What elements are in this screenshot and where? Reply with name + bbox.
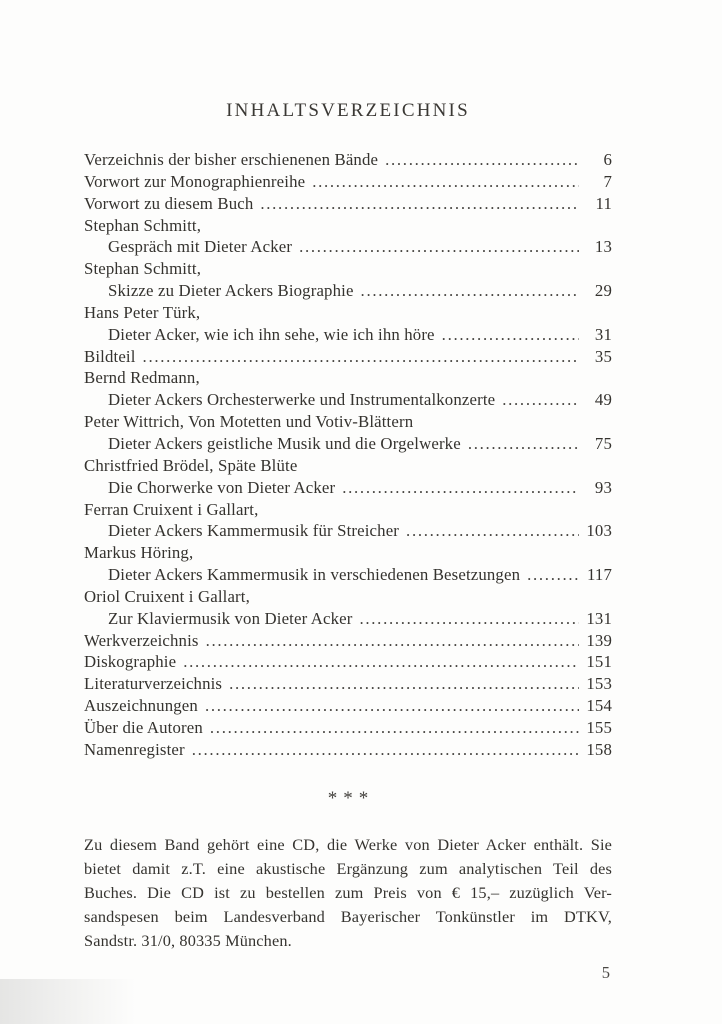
- toc-entry: [84, 608, 612, 630]
- toc-entry-label: Dieter Ackers Kammermusik in verschiedenen Besetzungen: [108, 565, 521, 585]
- toc-entry: [84, 411, 612, 433]
- toc-entry: [84, 564, 612, 586]
- page-number: 5: [601, 963, 610, 982]
- toc-entry-page: 153: [586, 674, 612, 694]
- toc-entry-label: Verzeichnis der bisher erschienenen Bände: [84, 150, 379, 169]
- toc-entry-page: 155: [586, 717, 612, 737]
- toc-entry-label: Gespräch mit Dieter Acker: [108, 237, 293, 257]
- toc-entry-label: Christfried Brödel, Späte Blüte: [84, 455, 298, 475]
- dot-leader: [361, 280, 579, 302]
- toc-entry-page: 103: [586, 521, 612, 541]
- toc-entry-label: Zur Klaviermusik von Dieter Acker: [108, 608, 353, 628]
- section-separator: ***: [327, 788, 375, 809]
- toc-entry-page: 49: [594, 390, 612, 410]
- toc-entry-label: Hans Peter Türk,: [84, 302, 201, 322]
- toc-entry-label: Peter Wittrich, Von Motetten und Votiv-Blättern: [84, 412, 414, 432]
- toc-entry-label: Literaturverzeichnis: [84, 674, 223, 694]
- toc-entry: [84, 171, 612, 193]
- toc-entry: [84, 695, 612, 717]
- dot-leader: [260, 193, 579, 215]
- toc-entry: [84, 280, 612, 302]
- toc-entry: [84, 739, 612, 761]
- toc-entry-label: Stephan Schmitt,: [84, 259, 202, 279]
- dot-leader: [527, 564, 579, 586]
- toc-entry-label: Auszeichnungen: [84, 696, 198, 716]
- dot-leader: [192, 739, 579, 761]
- toc-entry: [84, 258, 612, 280]
- note-line: Zu diesem Band gehört eine CD, die Werke von Dieter Acker enthält. Sie: [84, 835, 612, 854]
- note-line: sandspesen beim Landesverband Bayerischer Tonkünstler im DTKV,: [84, 906, 612, 926]
- toc-entry: [84, 673, 612, 695]
- toc-entry-label: Vorwort zu diesem Buch: [84, 193, 254, 213]
- dot-leader: [442, 324, 579, 346]
- toc-entry-label: Skizze zu Dieter Ackers Biographie: [108, 281, 354, 301]
- toc-entry-page: 151: [586, 652, 612, 672]
- toc-entry-label: Ferran Cruixent i Gallart,: [84, 499, 259, 519]
- toc-entry: [84, 215, 612, 237]
- dot-leader: [205, 695, 579, 717]
- dot-leader: [299, 236, 579, 258]
- toc-entry-page: 35: [594, 346, 612, 366]
- toc-entry-label: Dieter Ackers geistliche Musik und die Orgelwerke: [108, 433, 461, 453]
- note-line: Sandstr. 31/0, 80335 München.: [84, 930, 292, 950]
- toc-entry-page: 11: [595, 193, 612, 213]
- dot-leader: [210, 717, 579, 739]
- toc-entry-label: Dieter Acker, wie ich ihn sehe, wie ich ihn höre: [108, 324, 435, 344]
- toc-entry: [84, 477, 612, 499]
- note-line: Buches. Die CD ist zu bestellen zum Preis von € 15,– zuzüglich Ver-: [84, 882, 612, 902]
- toc-entry: [84, 651, 612, 673]
- toc-entry-page: 13: [594, 237, 612, 257]
- dot-leader: [342, 477, 579, 499]
- page-content: [84, 0, 612, 1024]
- note-line: bietet damit z.T. eine akustische Ergänzung zum analytischen Teil des: [84, 858, 612, 878]
- toc-entry: [84, 433, 612, 455]
- toc-entry-label: Die Chorwerke von Dieter Acker: [108, 477, 336, 497]
- toc-entry-label: Dieter Ackers Kammermusik für Streicher: [108, 521, 400, 541]
- dot-leader: [229, 673, 579, 695]
- toc-entry-label: Dieter Ackers Orchesterwerke und Instrumentalkonzerte: [108, 390, 496, 410]
- toc-entry-page: 117: [587, 565, 612, 585]
- toc-entry-label: Namenregister: [84, 739, 185, 759]
- toc-entry-label: Über die Autoren: [84, 717, 203, 737]
- toc-entry-label: Oriol Cruixent i Gallart,: [84, 586, 250, 606]
- dot-leader: [406, 520, 579, 542]
- table-of-contents: [84, 149, 612, 761]
- toc-entry: [84, 586, 612, 608]
- toc-entry-page: 93: [594, 477, 612, 497]
- dot-leader: [359, 608, 579, 630]
- toc-entry-label: Bernd Redmann,: [84, 368, 200, 388]
- toc-entry-page: 139: [586, 630, 612, 650]
- toc-entry-page: 31: [594, 324, 612, 344]
- toc-entry-page: 75: [594, 433, 612, 453]
- toc-entry-label: Bildteil: [84, 346, 136, 366]
- dot-leader: [468, 433, 579, 455]
- toc-entry-page: 154: [586, 696, 612, 716]
- toc-entry-page: 131: [586, 608, 612, 628]
- dot-leader: [502, 389, 579, 411]
- dot-leader: [385, 149, 579, 171]
- page-title: INHALTSVERZEICHNIS: [226, 100, 470, 121]
- toc-entry: [84, 302, 612, 324]
- toc-entry-label: Vorwort zur Monographienreihe: [84, 171, 306, 191]
- toc-entry: [84, 717, 612, 739]
- toc-entry-page: 29: [594, 281, 612, 301]
- dot-leader: [206, 630, 579, 652]
- toc-entry-page: 158: [586, 739, 612, 759]
- cd-note: [84, 833, 612, 953]
- toc-entry: [84, 236, 612, 258]
- toc-entry-page: 6: [603, 150, 612, 169]
- toc-entry: [84, 367, 612, 389]
- toc-entry: [84, 149, 612, 171]
- toc-entry-label: Werkverzeichnis: [84, 630, 199, 650]
- toc-entry: [84, 542, 612, 564]
- toc-entry: [84, 520, 612, 542]
- toc-entry: [84, 193, 612, 215]
- dot-leader: [312, 171, 579, 193]
- toc-entry-label: Markus Höring,: [84, 543, 194, 563]
- toc-entry: [84, 346, 612, 368]
- dot-leader: [143, 346, 579, 368]
- dot-leader: [183, 651, 579, 673]
- toc-entry-page: 7: [603, 171, 612, 191]
- toc-entry: [84, 630, 612, 652]
- toc-entry-label: Stephan Schmitt,: [84, 215, 202, 235]
- toc-entry: [84, 499, 612, 521]
- toc-entry: [84, 455, 612, 477]
- toc-entry-label: Diskographie: [84, 652, 177, 672]
- toc-entry: [84, 324, 612, 346]
- toc-entry: [84, 389, 612, 411]
